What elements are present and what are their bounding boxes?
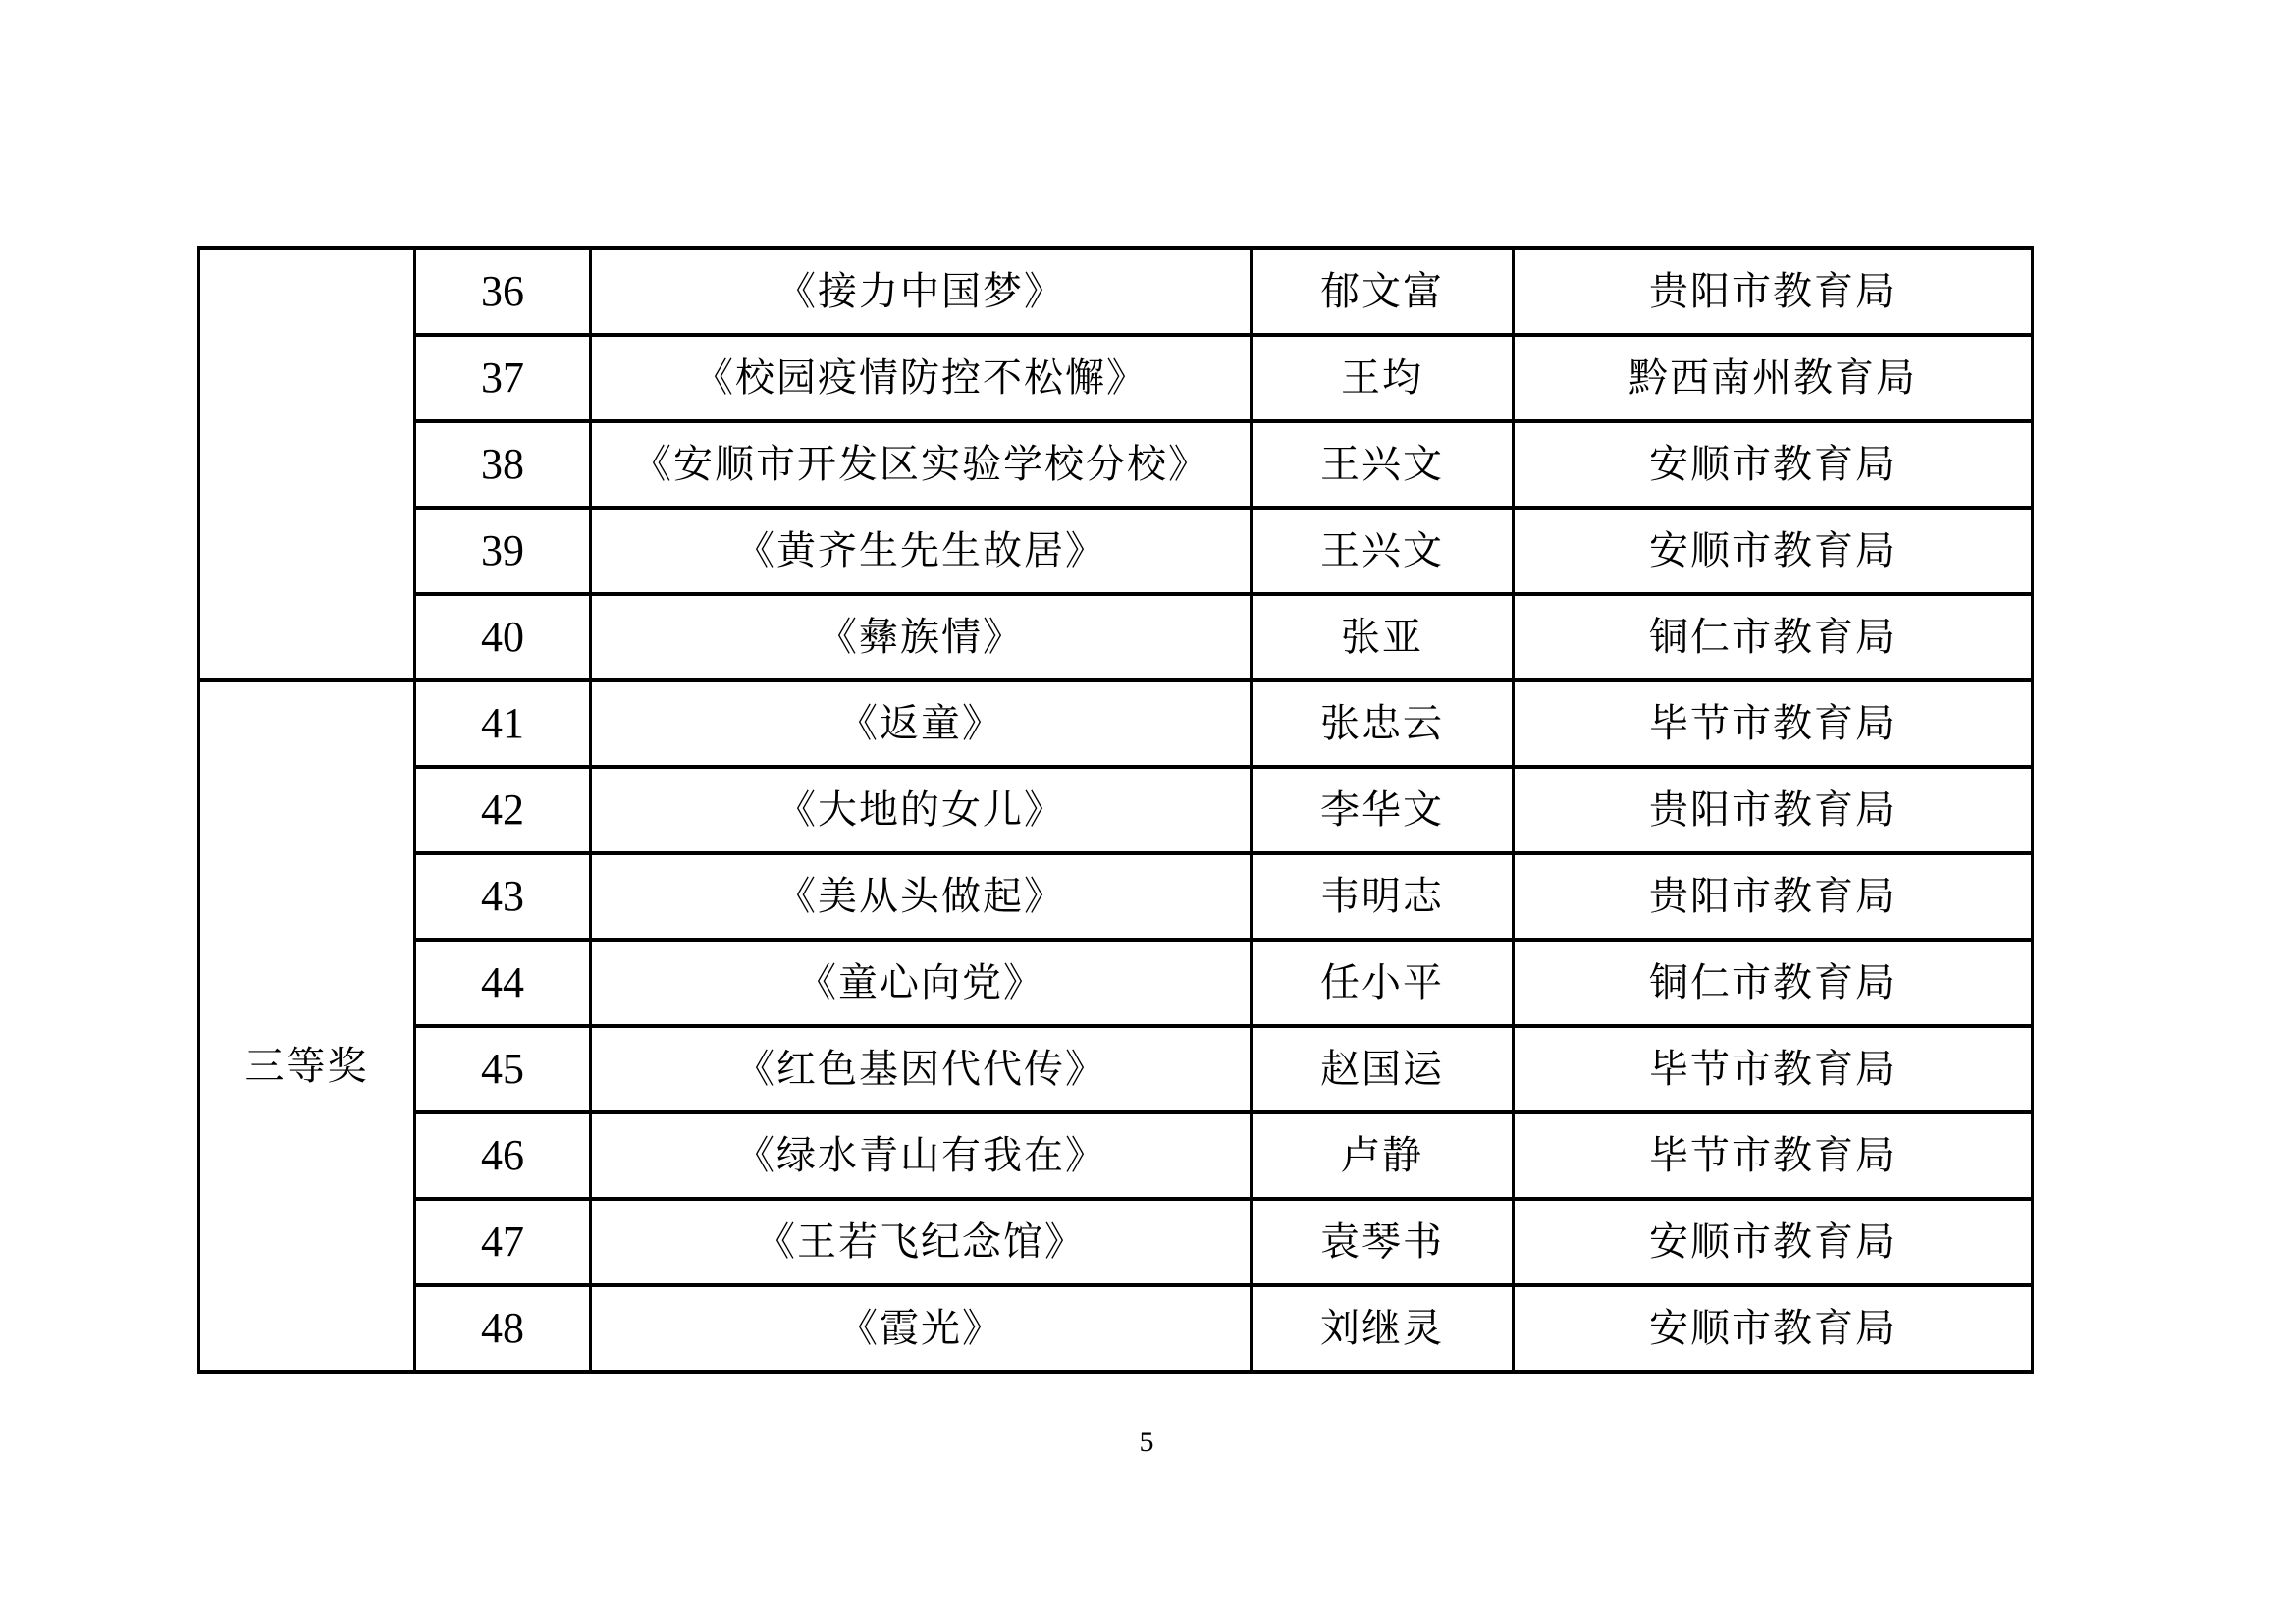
rank-number-cell: 39 bbox=[415, 508, 591, 594]
title-cell: 《绿水青山有我在》 bbox=[591, 1112, 1252, 1199]
organization-cell: 毕节市教育局 bbox=[1514, 680, 2033, 767]
rank-number-cell: 42 bbox=[415, 767, 591, 853]
author-cell: 韦明志 bbox=[1252, 853, 1514, 940]
organization-cell: 贵阳市教育局 bbox=[1514, 767, 2033, 853]
organization-cell: 安顺市教育局 bbox=[1514, 421, 2033, 508]
rank-number-cell: 48 bbox=[415, 1285, 591, 1372]
rank-number-cell: 46 bbox=[415, 1112, 591, 1199]
title-cell: 《校园疫情防控不松懈》 bbox=[591, 335, 1252, 421]
author-cell: 袁琴书 bbox=[1252, 1199, 1514, 1285]
table-row bbox=[199, 508, 2033, 594]
title-cell: 《接力中国梦》 bbox=[591, 248, 1252, 335]
organization-cell: 铜仁市教育局 bbox=[1514, 940, 2033, 1026]
title-cell: 《红色基因代代传》 bbox=[591, 1026, 1252, 1112]
title-cell: 《大地的女儿》 bbox=[591, 767, 1252, 853]
rank-number-cell: 47 bbox=[415, 1199, 591, 1285]
rank-number-cell: 44 bbox=[415, 940, 591, 1026]
table-row bbox=[199, 1285, 2033, 1372]
organization-cell: 铜仁市教育局 bbox=[1514, 594, 2033, 680]
table-row bbox=[199, 767, 2033, 853]
author-cell: 张忠云 bbox=[1252, 680, 1514, 767]
organization-cell: 毕节市教育局 bbox=[1514, 1112, 2033, 1199]
organization-cell: 安顺市教育局 bbox=[1514, 1199, 2033, 1285]
title-cell: 《王若飞纪念馆》 bbox=[591, 1199, 1252, 1285]
organization-cell: 黔西南州教育局 bbox=[1514, 335, 2033, 421]
award-group-cell-third-prize: 三等奖 bbox=[199, 680, 415, 1372]
title-cell: 《黄齐生先生故居》 bbox=[591, 508, 1252, 594]
title-cell: 《童心向党》 bbox=[591, 940, 1252, 1026]
organization-cell: 贵阳市教育局 bbox=[1514, 248, 2033, 335]
organization-cell: 安顺市教育局 bbox=[1514, 1285, 2033, 1372]
table-row bbox=[199, 940, 2033, 1026]
title-cell: 《彝族情》 bbox=[591, 594, 1252, 680]
rank-number-cell: 37 bbox=[415, 335, 591, 421]
table-row bbox=[199, 248, 2033, 335]
table-row bbox=[199, 594, 2033, 680]
organization-cell: 贵阳市教育局 bbox=[1514, 853, 2033, 940]
rank-number-cell: 43 bbox=[415, 853, 591, 940]
author-cell: 李华文 bbox=[1252, 767, 1514, 853]
title-cell: 《美从头做起》 bbox=[591, 853, 1252, 940]
rank-number-cell: 40 bbox=[415, 594, 591, 680]
table-row bbox=[199, 1112, 2033, 1199]
author-cell: 任小平 bbox=[1252, 940, 1514, 1026]
organization-cell: 毕节市教育局 bbox=[1514, 1026, 2033, 1112]
author-cell: 张亚 bbox=[1252, 594, 1514, 680]
award-group-cell bbox=[199, 248, 415, 680]
author-cell: 王兴文 bbox=[1252, 421, 1514, 508]
author-cell: 卢静 bbox=[1252, 1112, 1514, 1199]
title-cell: 《返童》 bbox=[591, 680, 1252, 767]
rank-number-cell: 41 bbox=[415, 680, 591, 767]
page-number: 5 bbox=[1139, 1426, 1154, 1458]
author-cell: 郁文富 bbox=[1252, 248, 1514, 335]
author-cell: 刘继灵 bbox=[1252, 1285, 1514, 1372]
author-cell: 王均 bbox=[1252, 335, 1514, 421]
table-row bbox=[199, 1199, 2033, 1285]
organization-cell: 安顺市教育局 bbox=[1514, 508, 2033, 594]
author-cell: 赵国运 bbox=[1252, 1026, 1514, 1112]
table-row bbox=[199, 680, 2033, 767]
title-cell: 《霞光》 bbox=[591, 1285, 1252, 1372]
title-cell: 《安顺市开发区实验学校分校》 bbox=[591, 421, 1252, 508]
rank-number-cell: 45 bbox=[415, 1026, 591, 1112]
rank-number-cell: 36 bbox=[415, 248, 591, 335]
awards-table bbox=[197, 246, 2034, 1374]
table-row bbox=[199, 335, 2033, 421]
table-row bbox=[199, 853, 2033, 940]
rank-number-cell: 38 bbox=[415, 421, 591, 508]
table-row bbox=[199, 421, 2033, 508]
table-row bbox=[199, 1026, 2033, 1112]
author-cell: 王兴文 bbox=[1252, 508, 1514, 594]
